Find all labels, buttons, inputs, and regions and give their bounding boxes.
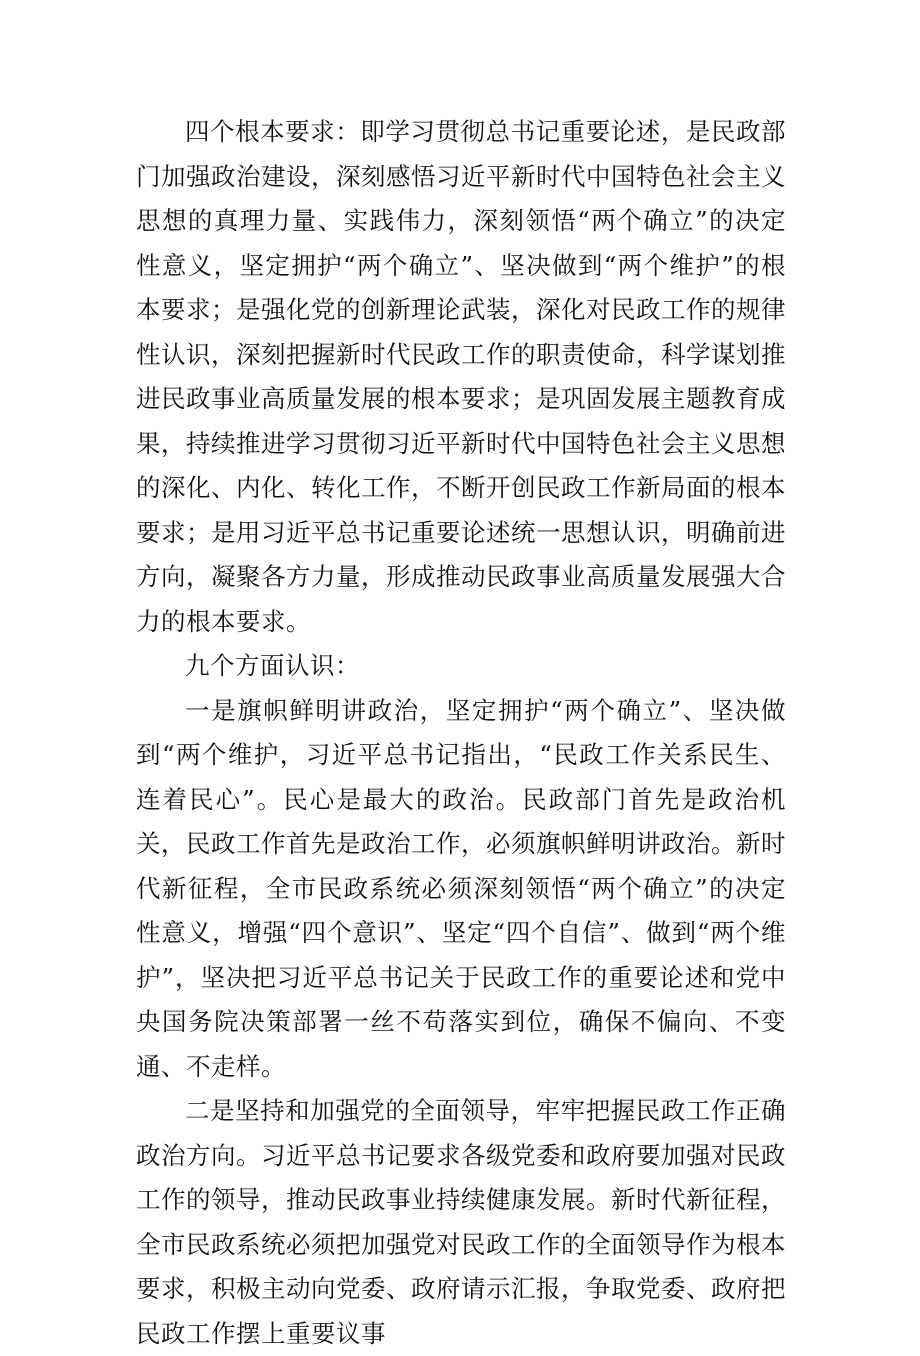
paragraph-nine-aspects-heading: 九个方面认识： [185, 651, 360, 680]
paragraph-four-requirements: 四个根本要求：即学习贯彻总书记重要论述，是民政部门加强政治建设，深刻感悟习近平新时代中国特色社会主义思想的真理力量、实践伟力，深刻领悟“两个确立”的决定性意义，坚定拥护“两个确立”、坚决做到“两个维护”的根本要求；是强化党的创新理论武装，深化对民政工作的规律性认识，深刻把握新时代民政工作的职责使命，科学谋划推进民政事业高质量发展的根本要求；是巩固发展主题教育成果，持续推进学习贯彻习近平新时代中国特色社会主义思想的深化、内化、转化工作，不断开创民政工作新局面的根本要求；是用习近平总书记重要论述统一思想认识，明确前进方向，凝聚各方力量，形成推动民政事业高质量发展强大合力的根本要求。 [136, 117, 786, 636]
paragraph-point-one: 一是旗帜鲜明讲政治，坚定拥护“两个确立”、坚决做到“两个维护，习近平总书记指出，“民政工作关系民生、连着民心”。民心是最大的政治。民政部门首先是政治机关，民政工作首先是政治工作，必须旗帜鲜明讲政治。新时代新征程，全市民政系统必须深刻领悟“两个确立”的决定性意义，增强“四个意识”、坚定“四个自信”、做到“两个维护”，坚决把习近平总书记关于民政工作的重要论述和党中央国务院决策部署一丝不苟落实到位，确保不偏向、不变通、不走样。 [136, 695, 786, 1081]
document-body [136, 110, 786, 1356]
paragraph-point-two: 二是坚持和加强党的全面领导，牢牢把握民政工作正确政治方向。习近平总书记要求各级党委和政府要加强对民政工作的领导，推动民政事业持续健康发展。新时代新征程，全市民政系统必须把加强党对民政工作的全面领导作为根本要求，积极主动向党委、政府请示汇报，争取党委、政府把民政工作摆上重要议事 [136, 1096, 786, 1348]
